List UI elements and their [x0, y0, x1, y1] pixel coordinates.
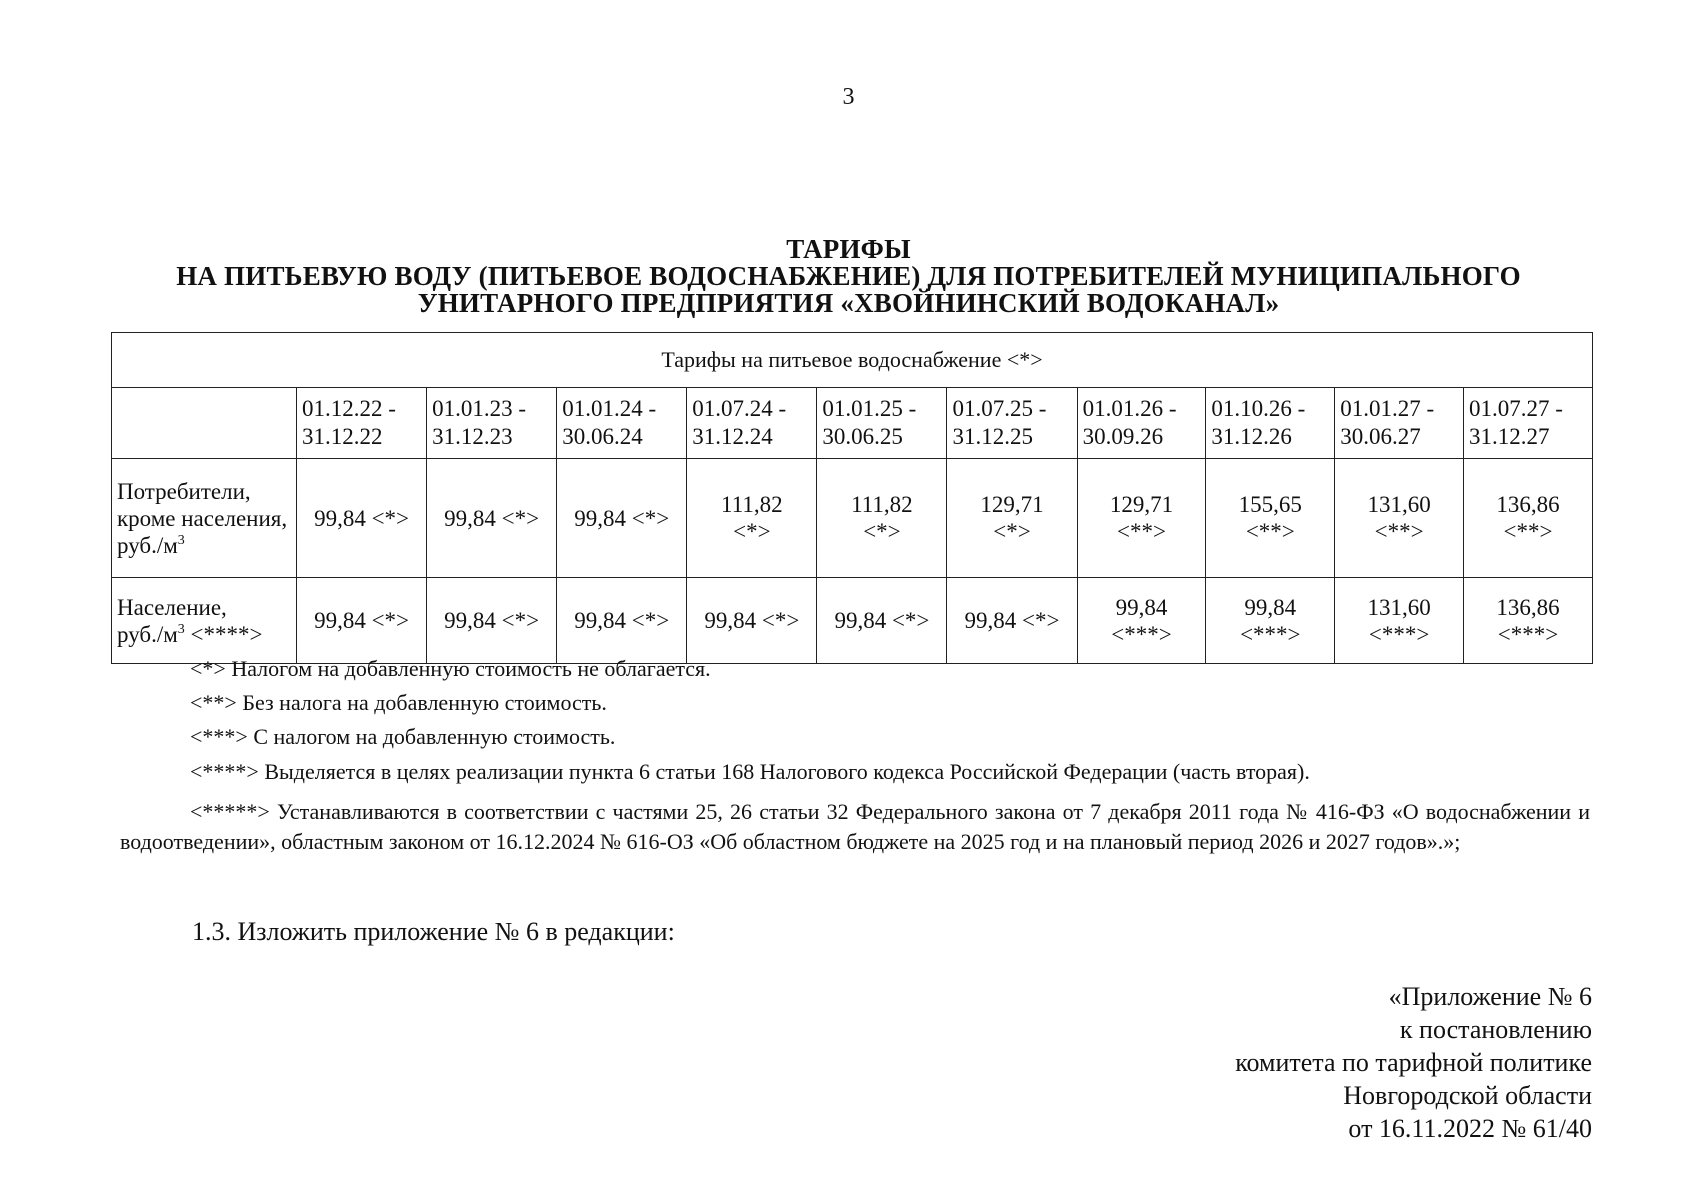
- tariff-value: 129,71: [1109, 492, 1174, 517]
- tax-mark: <*>: [761, 608, 800, 633]
- tariff-value-cell: [687, 459, 817, 578]
- appendix-line-2: к постановлению: [1399, 1015, 1592, 1044]
- title-line-2: НА ПИТЬЕВУЮ ВОДУ (ПИТЬЕВОЕ ВОДОСНАБЖЕНИЕ) ДЛЯ ПОТРЕБИТЕЛЕЙ МУНИЦИПАЛЬНОГО: [176, 261, 1521, 291]
- period-from: 01.07.27 -: [1469, 396, 1563, 421]
- tariff-value-cell: [1077, 578, 1206, 664]
- tariff-value: 99,84: [964, 608, 1017, 633]
- title-line-3: УНИТАРНОГО ПРЕДПРИЯТИЯ «ХВОЙНИНСКИЙ ВОДОКАНАЛ»: [417, 288, 1280, 318]
- row-label-line: Население,: [117, 594, 227, 620]
- tariff-value-cell: [1206, 578, 1335, 664]
- period-header-cell: [1464, 388, 1593, 459]
- tax-mark: <*>: [371, 505, 410, 531]
- tariff-value: 111,82: [721, 492, 783, 517]
- tariff-value-cell: [947, 459, 1077, 578]
- tariff-value: 136,86: [1496, 594, 1560, 620]
- tax-mark: <***>: [1368, 621, 1430, 647]
- appendix-line-4: Новгородской области: [1343, 1081, 1592, 1110]
- period-from: 01.07.24 -: [692, 396, 787, 421]
- tariff-value: 99,84: [1115, 594, 1168, 620]
- tariff-value: 99,84: [314, 505, 366, 531]
- tariff-value: 131,60: [1367, 594, 1431, 620]
- period-header-row: [112, 388, 1593, 459]
- footnote-1: <*> Налогом на добавленную стоимость не облагается.: [190, 656, 711, 681]
- period-header-cell: [1077, 388, 1206, 459]
- table-caption-row: [112, 333, 1593, 388]
- tax-mark: <**>: [1245, 519, 1295, 544]
- tariff-value: 99,84: [574, 608, 626, 633]
- header-empty-cell: [112, 388, 297, 459]
- tariff-value-cell: [557, 459, 687, 578]
- period-to: 31.12.26: [1211, 424, 1292, 449]
- footnote-2: <**> Без налога на добавленную стоимость.: [190, 690, 607, 715]
- table-row: [112, 459, 1593, 578]
- period-header-cell: [427, 388, 557, 459]
- row-label-line: $руб./м^3$ <****>: [117, 621, 263, 647]
- period-header-cell: [297, 388, 427, 459]
- unit-superscript: 3: [177, 621, 185, 637]
- tax-mark: <***>: [1497, 621, 1559, 647]
- tariff-value-cell: [1464, 459, 1593, 578]
- period-from: 01.12.22 -: [302, 396, 396, 421]
- row-label-line: кроме населения,: [117, 505, 288, 531]
- tariff-value-cell: [687, 578, 817, 664]
- tax-mark: <*>: [863, 519, 901, 544]
- tariff-value: 99,84: [1244, 594, 1297, 620]
- row-label-line: Потребители,: [117, 478, 251, 504]
- tax-mark: <*>: [891, 608, 930, 633]
- tariff-value: 129,71: [980, 492, 1044, 517]
- period-header-cell: [687, 388, 817, 459]
- period-to: 30.06.24: [562, 424, 643, 449]
- period-from: 01.01.27 -: [1340, 396, 1435, 421]
- appendix-reference: [1235, 980, 1592, 1145]
- period-from: 01.01.26 -: [1082, 396, 1177, 421]
- tax-mark: <*>: [631, 505, 670, 531]
- tariff-value: 99,84: [704, 608, 757, 633]
- footnote-5: <*****> Устанавливаются в соответствии с частями 25, 26 статьи 32 Федерального закона от 7 декабря 2011 года № 416-ФЗ «О водоснабжении и водоотведении», областным законом от 16.12.2024 № 616-ОЗ «Об областном бюджете на 2025 год и на плановый период 2026 и 2027 годов».»;: [120, 799, 1590, 854]
- period-to: 31.12.22: [302, 424, 383, 449]
- tariff-value: 131,60: [1367, 492, 1431, 517]
- period-to: 31.12.27: [1469, 424, 1550, 449]
- tariff-value: 155,65: [1238, 492, 1302, 517]
- tariff-value-cell: [297, 459, 427, 578]
- tax-mark: <*>: [1022, 608, 1060, 633]
- tariff-value-cell: [1206, 459, 1335, 578]
- tariff-value: 99,84: [574, 505, 626, 531]
- unit-superscript: 3: [177, 532, 185, 548]
- tariff-value-cell: [1077, 459, 1206, 578]
- tariff-value-cell: [427, 578, 557, 664]
- tariff-value-cell: [427, 459, 557, 578]
- appendix-line-3: комитета по тарифной политике: [1235, 1048, 1592, 1077]
- tariff-value-cell: [817, 459, 947, 578]
- tariff-value-cell: [817, 578, 947, 664]
- tariff-value-cell: [1335, 459, 1464, 578]
- table-row: [112, 578, 1593, 664]
- period-to: 31.12.24: [692, 424, 773, 449]
- tax-mark: <*>: [501, 608, 540, 633]
- period-header-cell: [557, 388, 687, 459]
- period-header-cell: [1335, 388, 1464, 459]
- period-from: 01.07.25 -: [952, 396, 1047, 421]
- tariff-value-cell: [1335, 578, 1464, 664]
- appendix-line-5: от 16.11.2022 № 61/40: [1348, 1114, 1592, 1143]
- tariff-value-cell: [947, 578, 1077, 664]
- clause-1-3: 1.3. Изложить приложение № 6 в редакции:: [192, 917, 675, 946]
- period-from: 01.01.24 -: [562, 396, 657, 421]
- tariff-value: 136,86: [1496, 492, 1560, 517]
- period-header-cell: [1206, 388, 1335, 459]
- row-label: [112, 578, 297, 664]
- tariff-value-cell: [1464, 578, 1593, 664]
- period-to: 31.12.23: [432, 424, 513, 449]
- period-header-cell: [947, 388, 1077, 459]
- period-to: 31.12.25: [952, 424, 1033, 449]
- footnote-4: <****> Выделяется в целях реализации пункта 6 статьи 168 Налогового кодекса Российской Федерации (часть вторая).: [190, 759, 1310, 784]
- tax-mark: <*>: [631, 608, 670, 633]
- period-header-cell: [817, 388, 947, 459]
- footnote-3: <***> С налогом на добавленную стоимость.: [190, 724, 616, 749]
- tariff-value-cell: [557, 578, 687, 664]
- tariff-value: 99,84: [444, 505, 496, 531]
- tax-mark: <***>: [1111, 621, 1172, 647]
- tariff-value-cell: [297, 578, 427, 664]
- tax-mark: <*>: [501, 505, 540, 531]
- tariff-value: 111,82: [851, 492, 913, 517]
- tariff-table: [111, 332, 1593, 664]
- page-number: 3: [842, 84, 855, 110]
- tariff-value: 99,84: [444, 608, 496, 633]
- document-title: [0, 236, 1697, 317]
- title-line-1: ТАРИФЫ: [786, 234, 911, 264]
- row-label: [112, 459, 297, 578]
- tax-mark: <**>: [1374, 519, 1424, 544]
- table-caption: Тарифы на питьевое водоснабжение <*>: [112, 333, 1593, 388]
- tax-mark: <***>: [1240, 621, 1301, 647]
- tax-mark: <*>: [733, 519, 771, 544]
- tax-mark: <*>: [993, 519, 1031, 544]
- tax-mark: <**>: [1503, 519, 1553, 544]
- tax-mark: <**>: [1117, 519, 1166, 544]
- period-to: 30.06.25: [822, 424, 903, 449]
- tariff-value: 99,84: [834, 608, 887, 633]
- row-label-line: $руб./м^3$: [117, 532, 185, 558]
- period-from: 01.01.23 -: [432, 396, 527, 421]
- period-from: 01.01.25 -: [822, 396, 917, 421]
- tax-mark: <*>: [371, 608, 410, 633]
- appendix-line-1: «Приложение № 6: [1388, 982, 1592, 1011]
- period-to: 30.06.27: [1340, 424, 1421, 449]
- tariff-value: 99,84: [314, 608, 366, 633]
- period-to: 30.09.26: [1082, 424, 1164, 449]
- period-from: 01.10.26 -: [1211, 396, 1306, 421]
